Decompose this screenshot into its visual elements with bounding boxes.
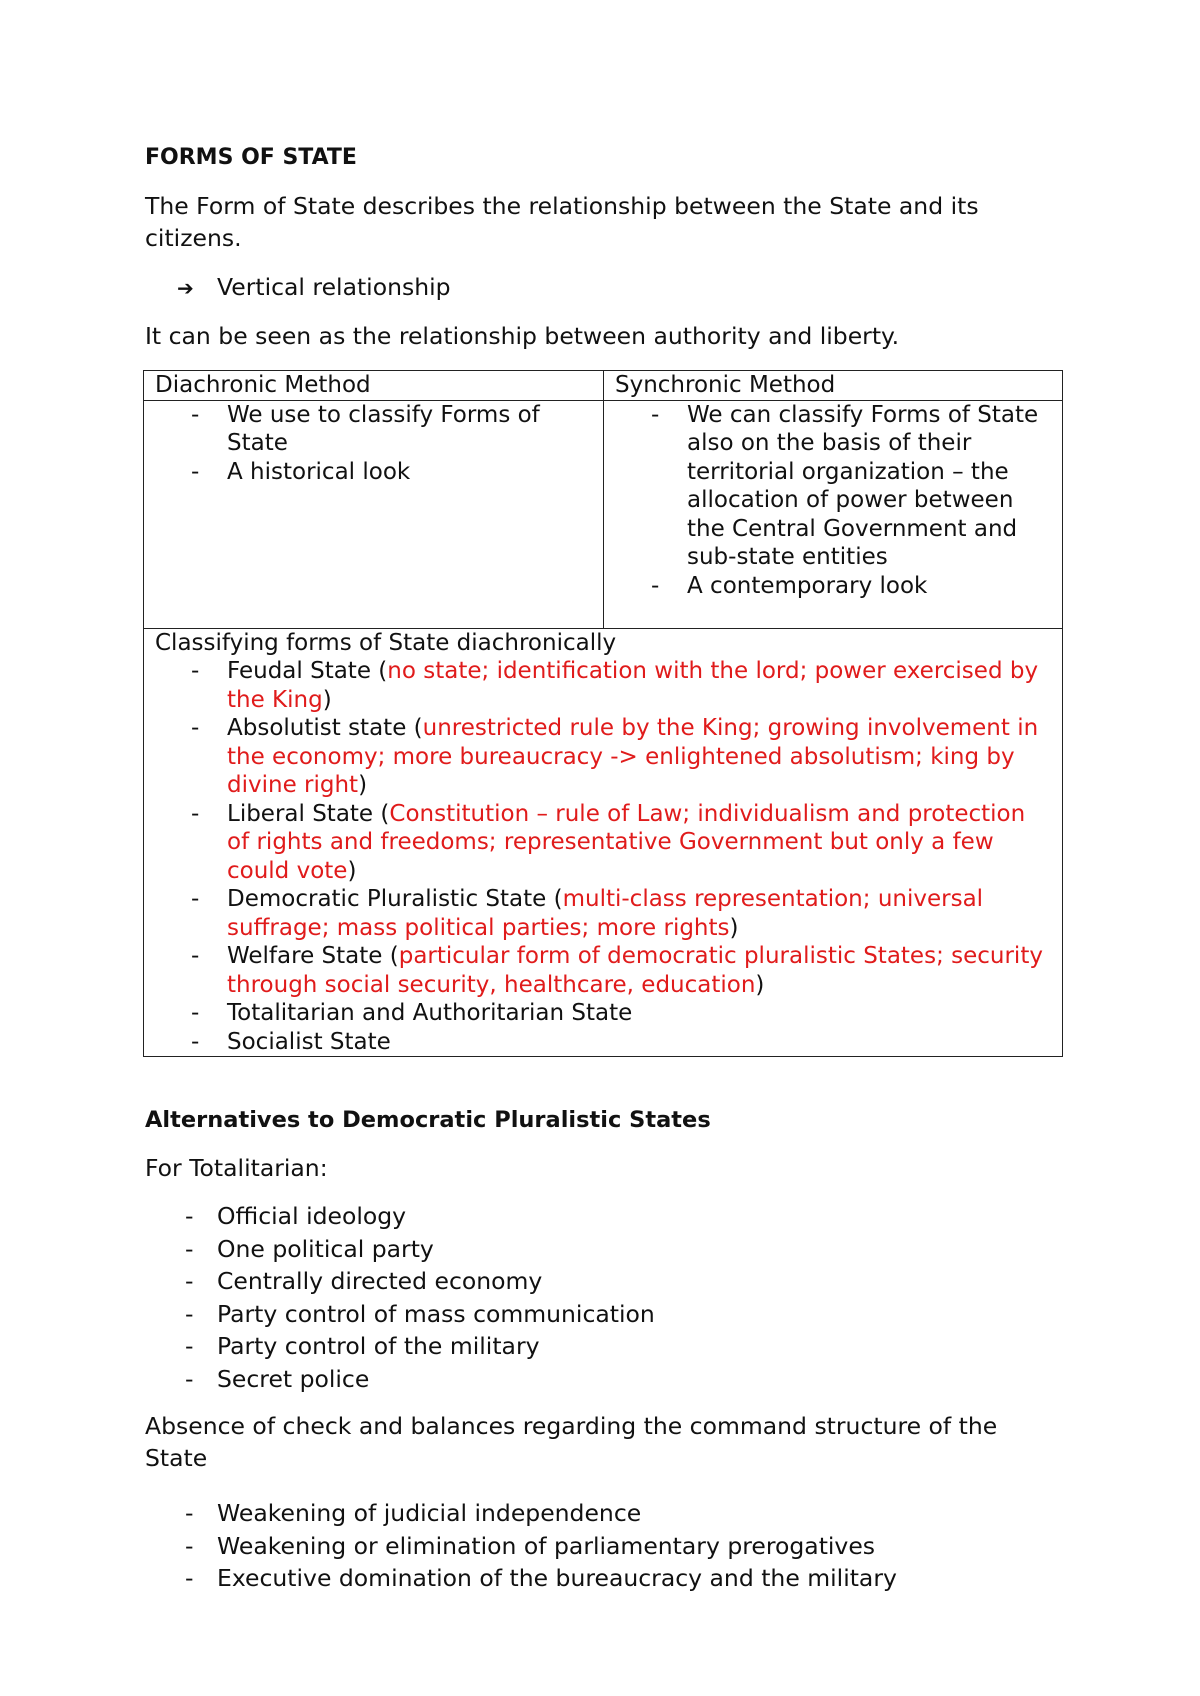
- list-item: - Official ideology: [145, 1200, 1045, 1233]
- list-item: [155, 999, 1054, 1028]
- synchronic-cell: [604, 400, 1063, 628]
- methods-table: [143, 370, 1063, 1057]
- totalitarian-list: [145, 1200, 1045, 1395]
- list-item: - Welfare State (particular form of democratic pluralistic States; security through social security, healthcare, education): [155, 942, 1054, 999]
- list-item: - We can classify Forms of State also on the basis of their territorial organization – the allocation of power between the Central Government and sub-state entities: [615, 401, 1054, 572]
- state-note: no state; identification with the lord; power exercised by the King: [227, 658, 1039, 713]
- state-note: particular form of democratic pluralistic States; security through social security, healthcare, education: [227, 943, 1043, 998]
- list-item: - Feudal State (no state; identification with the lord; power exercised by the King): [155, 657, 1054, 714]
- absence-paragraph: Absence of check and balances regarding the command structure of the State: [145, 1412, 998, 1472]
- state-name: Totalitarian and Authoritarian State: [227, 1000, 633, 1026]
- diachronic-cell: [144, 400, 604, 628]
- authority-paragraph: It can be seen as the relationship between authority and liberty.: [145, 322, 900, 350]
- state-note: unrestricted rule by the King; growing involvement in the economy; more bureaucracy -> enlightened absolutism; king by divine right: [227, 715, 1039, 798]
- state-name: Absolutist state: [227, 715, 407, 741]
- state-note: multi-class representation; universal suffrage; mass political parties; more rights: [227, 886, 984, 941]
- table-row: [144, 628, 1063, 1057]
- for-totalitarian-label: For Totalitarian:: [145, 1154, 328, 1182]
- table-header-row: [144, 371, 1063, 401]
- state-name: Democratic Pluralistic State: [227, 886, 547, 912]
- table-row: [144, 400, 1063, 628]
- list-item: - Party control of the military: [145, 1330, 1045, 1363]
- classifying-cell: [144, 628, 1063, 1057]
- intro-paragraph: The Form of State describes the relationship between the State and its citizens.: [145, 192, 979, 252]
- list-item: - Executive domination of the bureaucracy and the military: [145, 1562, 1045, 1595]
- diachronic-list: [155, 401, 595, 487]
- list-item: - A contemporary look: [615, 572, 1054, 601]
- state-name: Socialist State: [227, 1028, 391, 1055]
- diachronic-header: Diachronic Method: [144, 371, 604, 401]
- list-item: - Liberal State (Constitution – rule of Law; individualism and protection of rights and freedoms; representative Government but only a few could vote): [155, 800, 1054, 886]
- classifying-title: Classifying forms of State diachronically: [155, 629, 617, 656]
- list-item: - Absolutist state (unrestricted rule by the King; growing involvement in the economy; more bureaucracy -> enlightened absolutism; king by divine right): [155, 714, 1054, 800]
- arrow-bullet-text: Vertical relationship: [217, 273, 451, 301]
- list-item: [155, 1028, 1054, 1057]
- state-name: Feudal State: [227, 658, 371, 684]
- list-item: - Weakening or elimination of parliamentary prerogatives: [145, 1530, 1045, 1563]
- list-item: - One political party: [145, 1233, 1045, 1266]
- absence-list: [145, 1497, 1045, 1595]
- page-title: FORMS OF STATE: [145, 145, 357, 170]
- list-item: - Secret police: [145, 1363, 1045, 1396]
- list-item: - Party control of mass communication: [145, 1298, 1045, 1331]
- synchronic-header: Synchronic Method: [604, 371, 1063, 401]
- list-item: - We use to classify Forms of State: [155, 401, 595, 458]
- list-item: - Weakening of judicial independence: [145, 1497, 1045, 1530]
- section-title: Alternatives to Democratic Pluralistic States: [145, 1107, 711, 1133]
- state-name: Welfare State: [227, 943, 383, 969]
- list-item: - Centrally directed economy: [145, 1265, 1045, 1298]
- state-name: Liberal State: [227, 800, 374, 827]
- right-arrow-icon: ➔: [177, 276, 194, 300]
- arrow-bullet: [177, 271, 451, 304]
- list-item: - Democratic Pluralistic State (multi-class representation; universal suffrage; mass political parties; more rights): [155, 885, 1054, 942]
- list-item: - A historical look: [155, 458, 595, 487]
- synchronic-list: [615, 401, 1054, 601]
- classifying-list: [155, 657, 1054, 1056]
- state-note: Constitution – rule of Law; individualism and protection of rights and freedoms; representative Government but only a few could vote: [227, 800, 1026, 884]
